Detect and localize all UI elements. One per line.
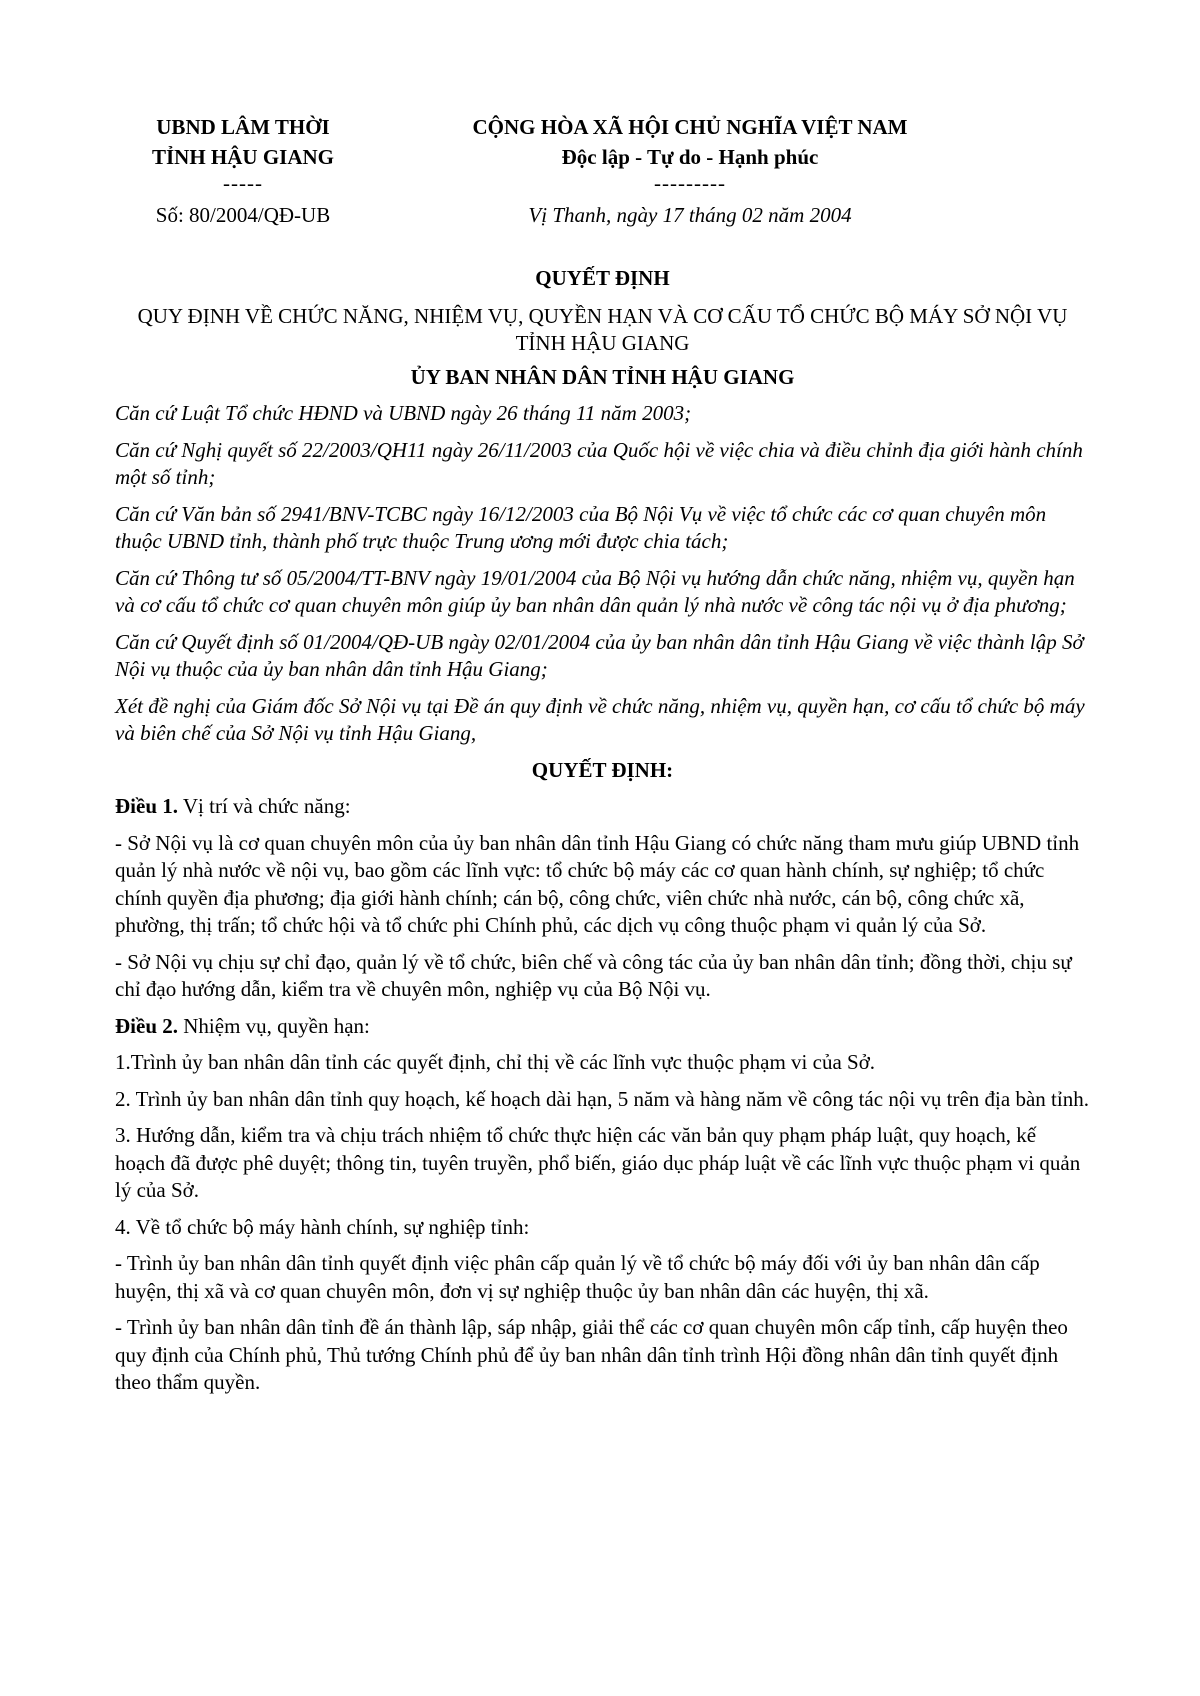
article-1-paragraph: - Sở Nội vụ là cơ quan chuyên môn của ủy ban nhân dân tỉnh Hậu Giang có chức năng tham mưu giúp UBND tỉnh quản lý nhà nước về nội vụ, bao gồm các lĩnh vực: tổ chức bộ máy các cơ quan hành chính, sự nghiệp; tổ chức chính quyền địa phương; địa giới hành chính; cán bộ, công chức, viên chức nhà nước, cán bộ, công chức xã, phường, thị trấn; tổ chức hội và tổ chức phi Chính phủ, các dịch vụ công thuộc phạm vi quản lý của Sở. bbox=[115, 830, 1080, 937]
nation-name: CỘNG HÒA XÃ HỘI CHỦ NGHĨA VIỆT NAM bbox=[472, 115, 908, 139]
article-2-paragraph: 3. Hướng dẫn, kiểm tra và chịu trách nhiệm tổ chức thực hiện các văn bản quy phạm pháp luật, quy hoạch, kế hoạch đã được phê duyệt; thông tin, tuyên truyền, phổ biến, giáo dục pháp luật về các lĩnh vực thuộc phạm vi quản lý của Sở. bbox=[115, 1123, 1081, 1202]
issuing-body: ỦY BAN NHÂN DÂN TỈNH HẬU GIANG bbox=[410, 364, 795, 389]
motto-separator: --------- bbox=[654, 171, 726, 195]
document-type-title: QUYẾT ĐỊNH bbox=[535, 266, 670, 290]
document-subject: QUY ĐỊNH VỀ CHỨC NĂNG, NHIỆM VỤ, QUYỀN HẠN VÀ CƠ CẤU TỔ CHỨC BỘ MÁY SỞ NỘI VỤ TỈNH HẬU GIANG bbox=[137, 303, 1068, 355]
agency-name-line2: TỈNH HẬU GIANG bbox=[151, 145, 335, 169]
article-2-paragraph: 1.Trình ủy ban nhân dân tỉnh các quyết định, chỉ thị về các lĩnh vực thuộc phạm vi của Sở. bbox=[115, 1050, 876, 1074]
legal-basis-6: Xét đề nghị của Giám đốc Sở Nội vụ tại Đề án quy định về chức năng, nhiệm vụ, quyền hạn, cơ cấu tổ chức bộ máy và biên chế của Sở Nội vụ tỉnh Hậu Giang, bbox=[115, 693, 1085, 745]
article-2-paragraph: - Trình ủy ban nhân dân tỉnh đề án thành lập, sáp nhập, giải thể các cơ quan chuyên môn cấp tỉnh, cấp huyện theo quy định của Chính phủ, Thủ tướng Chính phủ để ủy ban nhân dân tỉnh trình Hội đồng nhân dân tỉnh quyết định theo thẩm quyền. bbox=[115, 1315, 1068, 1394]
article-2-paragraph: 4. Về tổ chức bộ máy hành chính, sự nghiệp tỉnh: bbox=[115, 1214, 530, 1239]
place-and-date: Vị Thanh, ngày 17 tháng 02 năm 2004 bbox=[528, 203, 852, 227]
national-motto-block bbox=[410, 112, 970, 230]
national-motto: Độc lập - Tự do - Hạnh phúc bbox=[561, 145, 819, 169]
article-1-heading bbox=[115, 793, 1090, 821]
agency-separator: ----- bbox=[223, 171, 263, 195]
legal-basis-3: Căn cứ Văn bản số 2941/BNV-TCBC ngày 16/12/2003 của Bộ Nội Vụ về việc tổ chức các cơ quan chuyên môn thuộc UBND tỉnh, thành phố trực thuộc Trung ương mới được chia tách; bbox=[115, 501, 1047, 553]
article-1-paragraph: - Sở Nội vụ chịu sự chỉ đạo, quản lý về tổ chức, biên chế và công tác của ủy ban nhân dân tỉnh; đồng thời, chịu sự chỉ đạo hướng dẫn, kiểm tra về chuyên môn, nghiệp vụ của Bộ Nội vụ. bbox=[115, 949, 1072, 1001]
article-2-paragraph: 2. Trình ủy ban nhân dân tỉnh quy hoạch, kế hoạch dài hạn, 5 năm và hàng năm về công tác nội vụ trên địa bàn tỉnh. bbox=[115, 1086, 1089, 1111]
legal-basis-2: Căn cứ Nghị quyết số 22/2003/QH11 ngày 26/11/2003 của Quốc hội về việc chia và điều chỉnh địa giới hành chính một số tỉnh; bbox=[115, 437, 1083, 489]
legal-basis-1: Căn cứ Luật Tổ chức HĐND và UBND ngày 26 tháng 11 năm 2003; bbox=[115, 401, 692, 425]
article-2-heading bbox=[115, 1013, 1090, 1041]
article-1-label: Điều 1. bbox=[115, 794, 178, 818]
agency-name-line1: UBND LÂM THỜI bbox=[156, 115, 330, 139]
document-body bbox=[115, 265, 1090, 1406]
article-1-title: Vị trí và chức năng: bbox=[178, 794, 351, 818]
article-2-title: Nhiệm vụ, quyền hạn: bbox=[178, 1013, 370, 1038]
article-2-paragraph: - Trình ủy ban nhân dân tỉnh quyết định việc phân cấp quản lý về tổ chức bộ máy đối với ủy ban nhân dân cấp huyện, thị xã và cơ quan chuyên môn, đơn vị sự nghiệp thuộc ủy ban nhân dân các huyện, thị xã. bbox=[115, 1251, 1040, 1303]
article-2-label: Điều 2. bbox=[115, 1013, 178, 1038]
decision-heading: QUYẾT ĐỊNH: bbox=[531, 757, 674, 782]
issuing-agency-block bbox=[118, 112, 368, 230]
legal-basis-5: Căn cứ Quyết định số 01/2004/QĐ-UB ngày 02/01/2004 của ủy ban nhân dân tỉnh Hậu Giang về việc thành lập Sở Nội vụ thuộc của ủy ban nhân dân tỉnh Hậu Giang; bbox=[115, 629, 1084, 681]
document-number: Số: 80/2004/QĐ-UB bbox=[155, 203, 331, 227]
legal-basis-4: Căn cứ Thông tư số 05/2004/TT-BNV ngày 19/01/2004 của Bộ Nội vụ hướng dẫn chức năng, nhiệm vụ, quyền hạn và cơ cấu tổ chức cơ quan chuyên môn giúp ủy ban nhân dân quản lý nhà nước về công tác nội vụ ở địa phương; bbox=[115, 565, 1075, 617]
